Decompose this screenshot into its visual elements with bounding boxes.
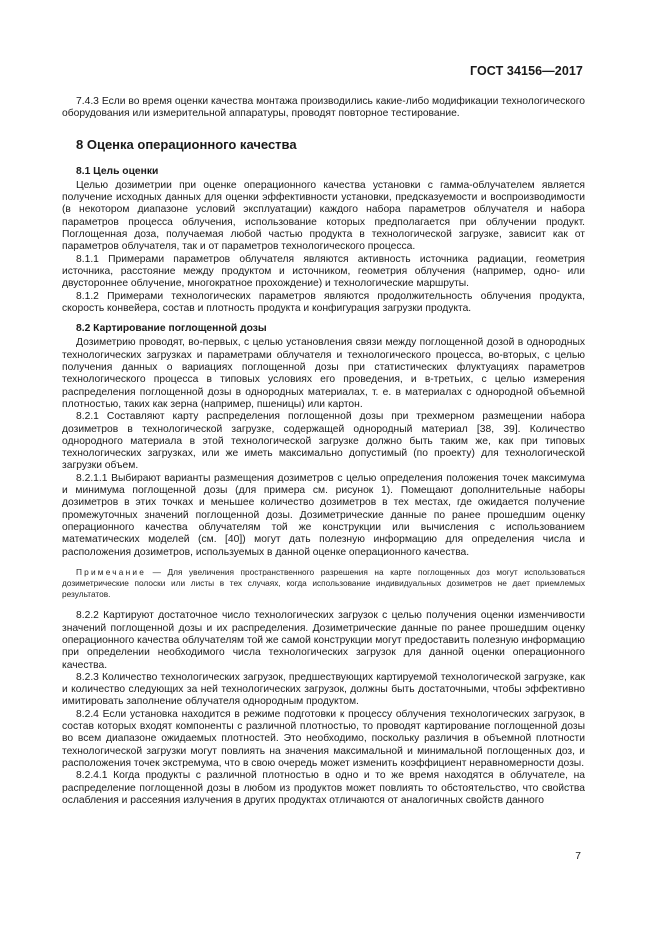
note-text: — Для увеличения пространственного разрешения на карте поглощенных доз могут использоваться дозиметрические полоски или листы в тех случаях, когда использование индивидуальных дозиметров не дает приемлемых результатов.	[62, 566, 585, 600]
paragraph-8-2: Дозиметрию проводят, во-первых, с целью установления связи между поглощенной дозой в однородных технологических загрузках и параметрами облучателя и технологического процесса, во-вторых, с целью получения данных о вариациях поглощенной дозы при статистических флуктуациях параметров технологического процесса в типовых условиях его проведения, и в-третьих, с целью измерения распределения поглощенной дозы в однородных материалах, т. е. в материалах с однородной объемной плотностью, таких как зерна (например, пшеницы) или картон.	[62, 337, 585, 410]
standard-header: ГОСТ 34156—2017	[469, 64, 583, 78]
page-number: 7	[575, 851, 581, 862]
paragraph-8-2-4-1: 8.2.4.1 Когда продукты с различной плотностью в одно и то же время находятся в облучателе, на распределение поглощенной дозы в любом из продуктов может повлиять то обстоятельство, что свойства ослабления и рассеяния излучения в других продуктах отличаются от аналогичных свойств данного	[62, 770, 585, 806]
subsection-8-2-title: 8.2 Картирование поглощенной дозы	[76, 323, 267, 335]
note	[62, 567, 585, 601]
paragraph-8-2-1: 8.2.1 Составляют карту распределения поглощенной дозы при трехмерном размещении набора дозиметров в технологической загрузке, содержащей однородный материал [38, 39]. Количество однородного материала в этой технологической загрузке должно быть таким же, как при типовых технологических загрузках, или же иметь максимально допустимый (по проекту) для технологической загрузки объем.	[62, 411, 585, 472]
paragraph-8-1-2: 8.1.2 Примерами технологических параметров являются продолжительность облучения продукта, скорость конвейера, состав и плотность продукта и конфигурация загрузки продукта.	[62, 290, 585, 314]
paragraph-8-2-1-1: 8.2.1.1 Выбирают варианты размещения дозиметров с целью определения положения точек максимума и минимума поглощенной дозы (для примера см. рисунок 1). Помещают дополнительные наборы дозиметров в этих точках и меньшее количество дозиметров в тех местах, где ожидается получение промежуточных значений поглощенной дозы. Дозиметрические данные по ранее прошедшим оценку операционного качества облучателям той же конструкции или вычисления с использованием математических моделей (см. [40]) могут дать полезную информацию для определения числа и расположения дозиметров, используемых в данной оценке операционного качества.	[62, 472, 585, 558]
paragraph-8-2-3: 8.2.3 Количество технологических загрузок, предшествующих картируемой технологической загрузке, как и количество следующих за ней технологических загрузок, должны быть достаточными, чтобы эффективно имитировать заполнение облучателя однородным продуктом.	[62, 671, 585, 708]
section-8-title: 8 Оценка операционного качества	[76, 136, 297, 152]
note-label: Примечание	[76, 566, 147, 577]
page-content	[62, 96, 585, 807]
paragraph-8-2-4: 8.2.4 Если установка находится в режиме подготовки к процессу облучения технологических загрузок, в состав которых входят компоненты с различной плотностью, то проводят картирование поглощенной дозы во всем диапазоне ожидаемых плотностей. Это необходимо, поскольку различия в объемной плотности технологической загрузки могут повлиять на значения максимальной и минимальной поглощенных доз, и расположения точек экстремума, что в свою очередь может изменить коэффициент неравномерности дозы.	[62, 708, 585, 769]
paragraph-8-2-2: 8.2.2 Картируют достаточное число технологических загрузок с целью получения оценки изменчивости значений поглощенной дозы и их распределения. Дозиметрические данные по ранее прошедшим оценку операционного качества облучателям той же самой конструкции могут предоставить полезную информацию при определении необходимого числа технологических загрузок для данной оценки операционного качества.	[62, 610, 585, 671]
paragraph-7-4-3: 7.4.3 Если во время оценки качества монтажа производились какие-либо модификации технологического оборудования или измерительной аппаратуры, проводят повторное тестирование.	[62, 96, 585, 120]
paragraph-8-1-1: 8.1.1 Примерами параметров облучателя являются активность источника радиации, геометрия источника, расстояние между продуктом и источником, геометрия облучения (например, одно- или двустороннее облучение, многократное прохождение) и технологические маршруты.	[62, 253, 585, 290]
paragraph-8-1: Целью дозиметрии при оценке операционного качества установки с гамма-облучателем является получение исходных данных для оценки эффективности установки, предсказуемости и воспроизводимости (в некотором диапазоне условий эксплуатации) каждого набора параметров облучателя и набора параметров процесса облучения, использование которых предполагается при облучении продукт. Поглощенная доза, получаемая любой частью продукта в технологической загрузке, зависит как от параметров облучателя, так и от параметров технологического процесса.	[62, 179, 585, 253]
subsection-8-1-title: 8.1 Цель оценки	[76, 165, 159, 177]
